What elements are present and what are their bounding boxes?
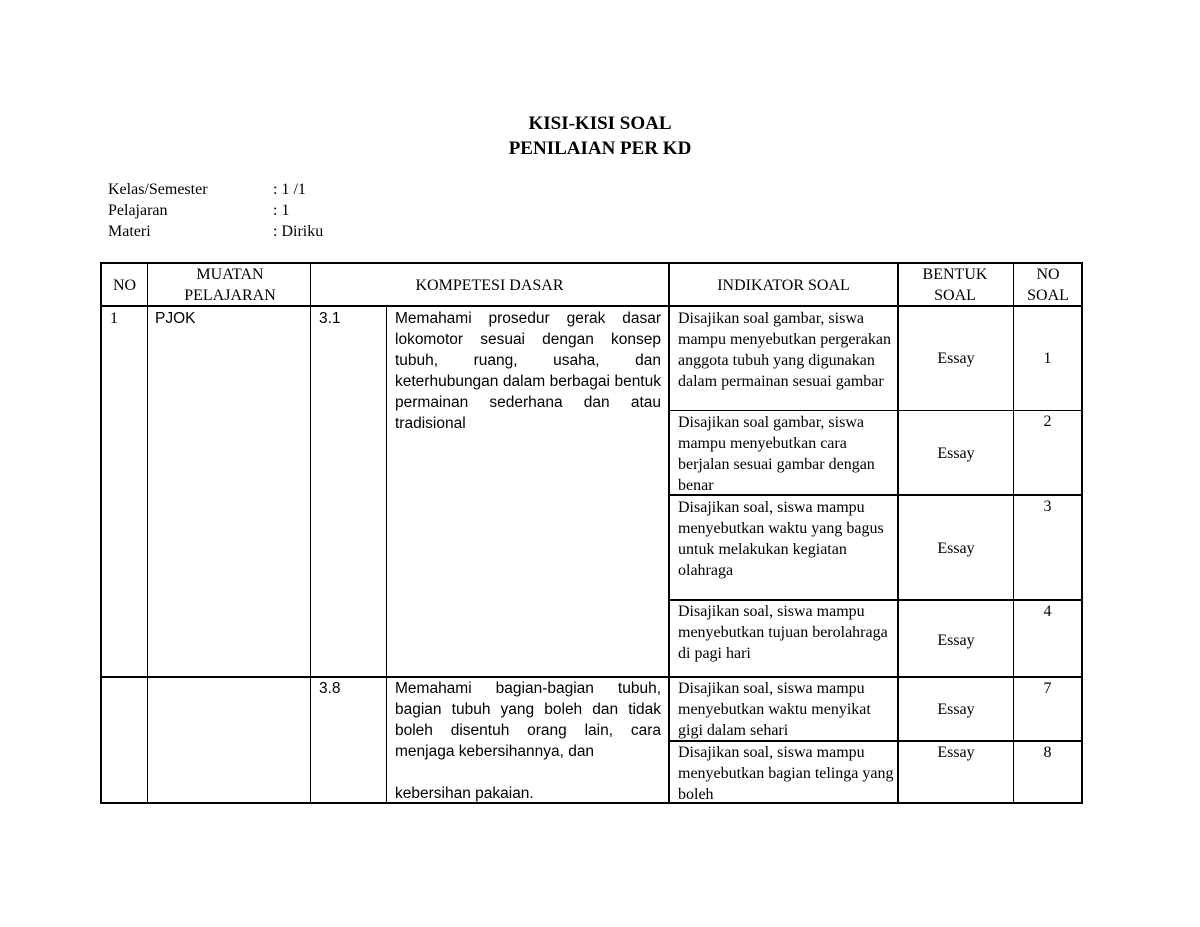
meta-value: : Diriku [273, 223, 324, 240]
meta-label: Materi [108, 223, 151, 240]
indikator-text: Disajikan soal, siswa mampu menyebutkan bagian telinga yang boleh [678, 744, 894, 802]
header-indikator: INDIKATOR SOAL [717, 277, 850, 294]
meta-value: : 1 [273, 202, 290, 219]
meta-label: Kelas/Semester [108, 181, 208, 198]
indikator-text: Disajikan soal gambar, siswa mampu menyebutkan pergerakan anggota tubuh yang digunakan dalam permainan sesuai gambar [678, 310, 891, 390]
indikator-text: Disajikan soal, siswa mampu menyebutkan waktu menyikat gigi dalam sehari [678, 680, 871, 739]
row-no: 1 [110, 310, 118, 327]
table-border-right [1081, 262, 1083, 804]
no-soal: 7 [1043, 680, 1052, 697]
table-border-left [100, 262, 102, 804]
col-divider-no [147, 262, 148, 804]
row-muatan: PJOK [155, 310, 196, 327]
header-bentuk: BENTUK SOAL [922, 266, 988, 304]
bentuk-soal: Essay [937, 540, 975, 557]
col-divider-kd [668, 262, 670, 804]
col-divider-muatan [310, 262, 311, 804]
no-soal: 4 [1043, 603, 1052, 620]
meta-label: Pelajaran [108, 202, 168, 219]
document-title: KISI-KISI SOAL [528, 113, 672, 134]
document-subtitle: PENILAIAN PER KD [508, 138, 692, 159]
no-soal: 3 [1043, 498, 1052, 515]
indikator-text: Disajikan soal, siswa mampu menyebutkan tujuan berolahraga di pagi hari [678, 603, 888, 662]
no-soal: 2 [1043, 413, 1052, 430]
header-no: NO [112, 277, 137, 294]
indikator-text: Disajikan soal, siswa mampu menyebutkan waktu yang bagus untuk melakukan kegiatan olahraga [678, 499, 884, 579]
bentuk-soal: Essay [937, 350, 975, 367]
bentuk-soal: Essay [937, 744, 975, 761]
kd-text: Memahami prosedur gerak dasar lokomotor sesuai dengan konsep tubuh, ruang, usaha, dan keterhubungan dalam berbagai bentuk permainan sederhana dan atau tradisional [395, 310, 661, 432]
no-soal: 8 [1043, 744, 1052, 761]
bentuk-soal: Essay [937, 632, 975, 649]
col-divider-kd-code [386, 306, 387, 804]
indikator-text: Disajikan soal gambar, siswa mampu menyebutkan cara berjalan sesuai gambar dengan benar [678, 414, 875, 494]
bentuk-soal: Essay [937, 445, 975, 462]
no-soal: 1 [1043, 350, 1052, 367]
kd-code: 3.8 [319, 680, 341, 697]
kd-text: Memahami bagian-bagian tubuh, bagian tubuh yang boleh dan tidak boleh disentuh orang lain, cara menjaga kebersihannya, dan [395, 680, 661, 760]
header-muatan: MUATAN PELAJARAN [184, 266, 276, 304]
kd-text-continued: kebersihan pakaian. [395, 785, 534, 802]
kd-code: 3.1 [319, 310, 341, 327]
header-nosoal: NO SOAL [1027, 266, 1069, 304]
header-kd: KOMPETESI DASAR [415, 277, 564, 294]
col-divider-indikator [897, 262, 899, 804]
col-divider-bentuk [1013, 262, 1014, 804]
bentuk-soal: Essay [937, 701, 975, 718]
meta-value: : 1 /1 [273, 181, 306, 198]
